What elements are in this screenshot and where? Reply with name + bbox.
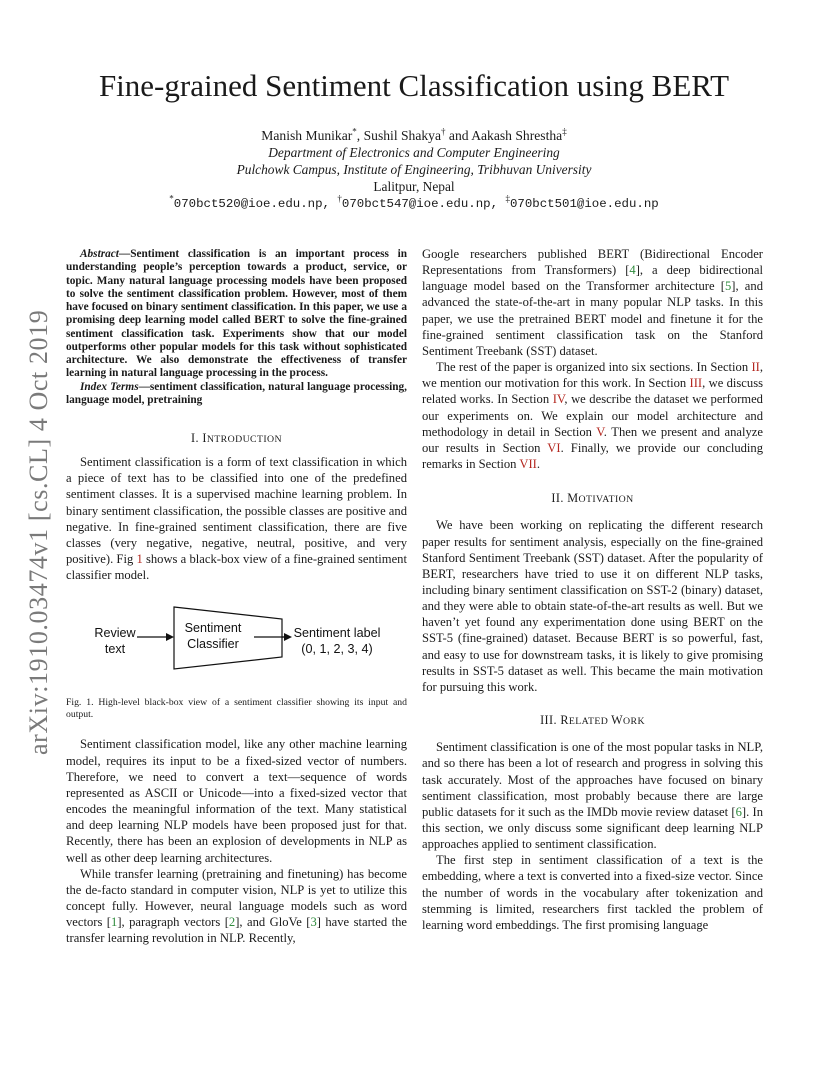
abstract-text: —Sentiment classification is an important process in understanding people’s perception towards a product, service, or topic. Many natural language processing models have been proposed to solve the sentiment classification problem. However, most of them have focused on binary sentiment classification. In this paper, we use a promising deep learning model called BERT to solve the fine-grained sentiment classification task. Experiments show that our model outperforms other popular models for this task without sophisticated architecture. We also demonstrate the effectiveness of transfer learning in natural language processing in the process. [66, 248, 407, 380]
paragraph-text: ], and advanced the state-of-the-art in many popular NLP tasks. In this paper, we use the pretrained BERT model and finetune it for the fine-grained sentiment classification task on the Stanford Sentiment Treebank (SST) dataset. [422, 279, 763, 358]
paragraph-text: Sentiment classification is a form of text classification in which a piece of text has to be classified into one of the predefined sentiment classes. It is a supervised machine learning problem. In binary sentiment classification, the possible classes are positive and negative. In fine-grained sentiment classification, there are five classes (very negative, negative, neutral, positive, and very positive). Fig [66, 455, 407, 567]
section-number: III. R [540, 713, 569, 728]
author-mark: † [441, 126, 446, 137]
paragraph-text: ], a deep bidirectional language model based on the Transformer architecture [ [422, 263, 764, 294]
figure-output-label-line2: (0, 1, 2, 3, 4) [301, 642, 373, 657]
affiliation-campus: Pulchowk Campus, Institute of Engineering, Tribhuvan University [236, 162, 592, 177]
section-reference-link[interactable]: III [689, 376, 703, 391]
affiliation-department: Department of Electronics and Computer Engineering [268, 145, 560, 160]
paragraph-text: , we describe the dataset we performed our experiments on. We explain our model architecture and methodology in detail in Section [422, 392, 763, 439]
section-reference-link[interactable]: IV [552, 392, 565, 407]
email-mark: ‡ [505, 193, 510, 204]
paragraph-text: ], paragraph vectors [ [117, 915, 229, 930]
arxiv-identifier-stamp: arXiv:1910.03474v1 [cs.CL] 4 Oct 2019 [24, 309, 53, 755]
figure-output-label-line1: Sentiment label [293, 626, 381, 641]
abstract-label: Abstract [80, 248, 119, 260]
paragraph-text: ]. In this section, we only discuss some significant deep learning NLP approaches applied to sentiment classification. [422, 804, 763, 852]
affiliation-location: Lalitpur, Nepal [373, 179, 455, 194]
citation-link[interactable]: 1 [111, 915, 118, 930]
email-mark: † [337, 193, 342, 204]
figure-input-label-line1: Review [94, 626, 136, 641]
citation-link[interactable]: 5 [724, 279, 732, 294]
author-mark: ‡ [562, 126, 567, 137]
author-list [0, 127, 828, 144]
email-mark: * [169, 193, 174, 204]
paper-organization-paragraph [422, 359, 763, 472]
figure-input-label-line2: text [104, 642, 126, 657]
paragraph-text: . Finally, we provide our concluding remarks in Section [422, 440, 764, 472]
paragraph-text: Google researchers published BERT (Bidirectional Encoder Representations from Transformers) [ [422, 247, 763, 278]
section-title: NTRODUCTION [206, 434, 282, 445]
author-separator: and [445, 128, 472, 143]
paragraph-text: , we discuss related works. In Section [422, 376, 763, 407]
figure-reference-link[interactable]: 1 [136, 552, 143, 567]
abstract [66, 248, 407, 381]
intro-continuation-paragraph [422, 246, 763, 359]
figure-box-label-line1: Sentiment [184, 621, 242, 636]
author-mark: * [352, 126, 357, 137]
figure-1 [66, 605, 407, 685]
author-name: Aakash Shrestha [471, 128, 563, 143]
paragraph-text: Sentiment classification is one of the most popular tasks in NLP, and so there has been a lot of research and progress in solving this task accurately. Most of the approaches have focused on binary sentiment classification, most probably because there are large public datasets for it such as the IMDb movie review dataset [ [422, 740, 763, 819]
section-heading-related-work [422, 712, 763, 730]
paragraph-text: ], and GloVe [ [235, 915, 311, 930]
author-name: Sushil Shakya [363, 128, 442, 143]
paragraph-text: . [536, 457, 540, 472]
right-column [422, 246, 763, 933]
paper-title: Fine-grained Sentiment Classification using BERT [98, 68, 730, 103]
section-number: II. M [551, 491, 579, 506]
paragraph-text: ] have started the transfer learning revolution in NLP. Recently, [66, 915, 407, 946]
section-title: ORK [623, 716, 645, 728]
section-title: W [611, 713, 624, 728]
arrowhead-icon [284, 633, 292, 641]
section-heading-introduction [66, 430, 407, 448]
section-title: ELATED [568, 716, 612, 728]
email-address: 070bct520@ioe.edu.np, [173, 197, 338, 211]
intro-paragraph-2: Sentiment classification model, like any other machine learning model, requires its input to be a fixed-sized vector of numbers. Therefore, we need to convert a text—sequence of words represented as ASCII or Unicode—into a fixed-sized vector that encodes the meaningful information of the text. Many statistical and deep learning NLP models have been proposed just for that. Recently, there has been an explosion of developments in NLP as well as other deep learning architectures. [66, 737, 407, 865]
arrowhead-icon [166, 633, 174, 641]
section-title: OTIVATION [578, 494, 634, 506]
figure-box-label-line2: Classifier [187, 637, 239, 652]
paragraph-text: The rest of the paper is organized into six sections. In Section [436, 360, 752, 375]
section-reference-link[interactable]: VI [547, 440, 561, 455]
paragraph-text: While transfer learning (pretraining and finetuning) has become the de-facto standard in computer vision, NLP is yet to utilize this concept fully. However, neural language models such as word vectors [ [66, 866, 407, 930]
citation-link[interactable]: 4 [629, 263, 636, 278]
paragraph-text: . Then we present and analyze our results in Section [422, 424, 763, 455]
citation-link[interactable]: 6 [735, 804, 742, 819]
figure-diagram [66, 605, 407, 685]
section-reference-link[interactable]: V [596, 424, 604, 439]
related-work-paragraph-1 [422, 739, 763, 852]
citation-link[interactable]: 2 [228, 915, 236, 930]
intro-paragraph-3 [66, 866, 407, 947]
motivation-paragraph: We have been working on replicating the different research paper results for sentiment analysis, especially on the fine-grained Stanford Sentiment Treebank (SST) dataset. After the popularity of BERT, researchers have tried to use it on different NLP tasks, including binary sentiment classification on SST-2 (binary) dataset, and they were able to obtain state-of-the-art results as well. But we haven’t yet found any experimentation done using BERT on the SST-5 (fine-grained) dataset. Because BERT is so powerful, fast, and easy to use for downstream tasks, it is likely to give promising results in SST-5 dataset as well. This became the main motivation for pursuing this work. [422, 518, 763, 694]
paragraph-text: shows a black-box view of a fine-grained sentiment classifier model. [66, 552, 407, 583]
index-terms-text: —sentiment classification, natural language processing, language model, pretraining [66, 380, 407, 406]
author-name: Manish Munikar [261, 128, 353, 143]
intro-paragraph-1 [66, 454, 407, 583]
paragraph-text: , we mention our motivation for this work. In Section [422, 360, 763, 391]
index-terms [66, 381, 407, 408]
section-reference-link[interactable]: II [751, 360, 760, 375]
index-terms-label: Index Terms [80, 380, 139, 393]
related-work-paragraph-2: The first step in sentiment classification of a text is the embedding, where a text is converted into a fixed-size vector. Since the number of words in the vocabulary after tokenization and stemming is limited, researchers first tackled the problem of learning word embeddings. The first promising language [422, 853, 763, 932]
email-address: 070bct547@ioe.edu.np, [341, 197, 506, 211]
left-column [66, 248, 407, 946]
section-heading-motivation [422, 490, 763, 508]
author-emails [0, 194, 828, 213]
section-number: I. I [191, 431, 207, 445]
author-separator: , [356, 128, 364, 143]
email-address: 070bct501@ioe.edu.np [509, 197, 659, 211]
section-reference-link[interactable]: VII [519, 457, 537, 472]
figure-caption: Fig. 1. High-level black-box view of a sentiment classifier showing its input and output. [66, 697, 407, 721]
citation-link[interactable]: 3 [310, 915, 317, 930]
